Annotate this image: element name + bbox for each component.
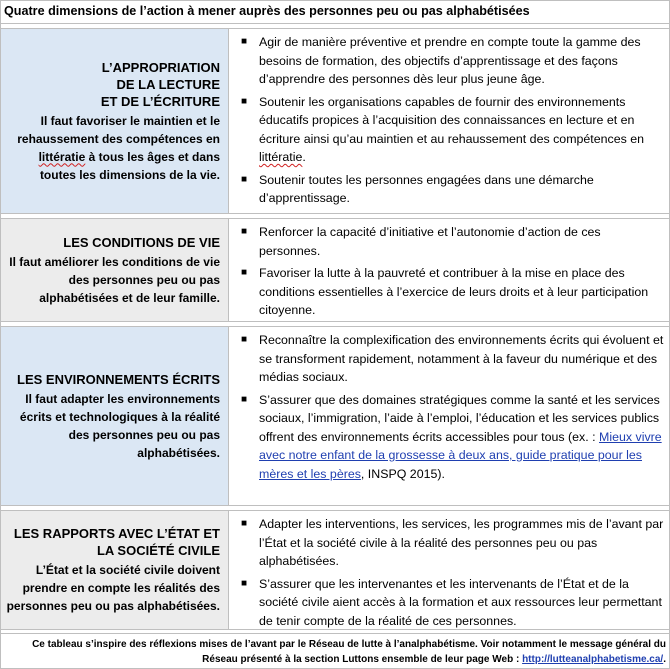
list-item: ■ S’assurer que des domaines stratégiques comme la santé et les services sociaux, l’immigration, l’aide à l’emploi, l’éducation et les services publics offrent des environnements écrits accessibles pour tous (ex. : Mieux vivre avec notre enfant de la grossesse à deux ans, guide pratique pour les mères et les pères, INSPQ 2015).: [235, 391, 664, 484]
square-bullet-icon: ■: [241, 518, 248, 529]
row-description: Il faut adapter les environnements écrits et technologiques à la réalité des personnes peu ou pas alphabétisées.: [19, 391, 220, 460]
square-bullet-icon: ■: [241, 577, 248, 589]
row-header-cell: [0, 219, 229, 321]
table-title: Quatre dimensions de l’action à mener auprès des personnes peu ou pas alphabétisées: [0, 0, 670, 24]
row-description: Il faut améliorer les conditions de vie des personnes peu ou pas alphabétisées et de leur famille.: [9, 254, 220, 305]
square-bullet-icon: ■: [241, 334, 248, 345]
square-bullet-icon: ■: [241, 393, 248, 405]
guide-link[interactable]: Mieux vivre avec notre enfant de la grossesse à deux ans, guide pratique pour les mères et les pères: [259, 429, 662, 481]
row-actions-cell: [229, 511, 670, 629]
list-item: ■ Soutenir toutes les personnes engagées dans une démarche d’apprentissage.: [235, 171, 664, 208]
square-bullet-icon: ■: [241, 226, 248, 237]
spellcheck-word: littératie: [259, 150, 303, 164]
row-heading: LES CONDITIONS DE VIE: [63, 234, 220, 250]
list-item: ■ Reconnaître la complexification des environnements écrits qui évoluent et se transforment rapidement, notamment à la faveur du numérique et des médias sociaux.: [235, 331, 664, 387]
row-actions-cell: [229, 29, 670, 213]
spellcheck-word: littératie: [38, 149, 86, 164]
table-row-appropriation: [0, 28, 670, 214]
list-item: ■ Agir de manière préventive et prendre en compte toute la gamme des besoins de formation, des objectifs d’apprentissage et des façons d’apprendre des personnes dès leur plus jeune âge.: [235, 33, 664, 89]
row-header-cell: [0, 511, 229, 629]
table-row-living-conditions: [0, 218, 670, 322]
square-bullet-icon: ■: [241, 36, 248, 47]
row-heading: LES RAPPORTS AVEC L’ÉTAT ET LA SOCIÉTÉ CIVILE: [13, 526, 220, 558]
table-footnote: Ce tableau s’inspire des réflexions mises de l’avant par le Réseau de lutte à l’analphabétisme. Voir notamment le message général du Réseau présenté à la section Luttons ensemble de leur page Web : http://lutteanalphabetisme.ca/.: [0, 633, 670, 669]
row-header-cell: [0, 29, 229, 213]
list-item: ■ S’assurer que les intervenantes et les intervenants de l’État et de la société civile aient accès à la formation et aux ressources leur permettant de tenir compte de la réalité de ces personnes.: [235, 575, 664, 631]
list-item: ■ Renforcer la capacité d’initiative et l’autonomie d’action de ces personnes.: [235, 223, 664, 260]
source-link[interactable]: http://lutteanalphabetisme.ca/: [522, 654, 664, 665]
row-header-cell: [0, 327, 229, 505]
square-bullet-icon: ■: [241, 267, 248, 278]
row-actions-cell: [229, 219, 670, 321]
list-item: ■ Adapter les interventions, les services, les programmes mis de l’avant par l’État et la société civile à la réalité des personnes peu ou pas alphabétisées.: [235, 515, 664, 571]
square-bullet-icon: ■: [241, 173, 248, 185]
row-description: Il faut favoriser le maintien et le rehaussement des compétences en littératie à tous les âges et dans toutes les dimensions de la vie.: [17, 113, 220, 182]
row-heading: L’APPROPRIATION DE LA LECTURE ET DE L’ÉCRITURE: [100, 59, 220, 109]
list-item: ■ Soutenir les organisations capables de fournir des environnements éducatifs propices à l’acquisition des connaissances en lecture et en écriture ainsi qu’au maintien et au rehaussement des compétences en littératie.: [235, 93, 664, 167]
row-actions-cell: [229, 327, 670, 505]
list-item: ■ Favoriser la lutte à la pauvreté et contribuer à la mise en place des conditions essentielles à l’exercice de leurs droits et à leur participation citoyenne.: [235, 264, 664, 320]
table-row-state-relations: [0, 510, 670, 630]
table-row-written-environments: [0, 326, 670, 506]
row-description: L’État et la société civile doivent prendre en compte les réalités des personnes peu ou pas alphabétisées.: [6, 563, 220, 613]
square-bullet-icon: ■: [241, 95, 248, 107]
row-heading: LES ENVIRONNEMENTS ÉCRITS: [17, 371, 220, 387]
